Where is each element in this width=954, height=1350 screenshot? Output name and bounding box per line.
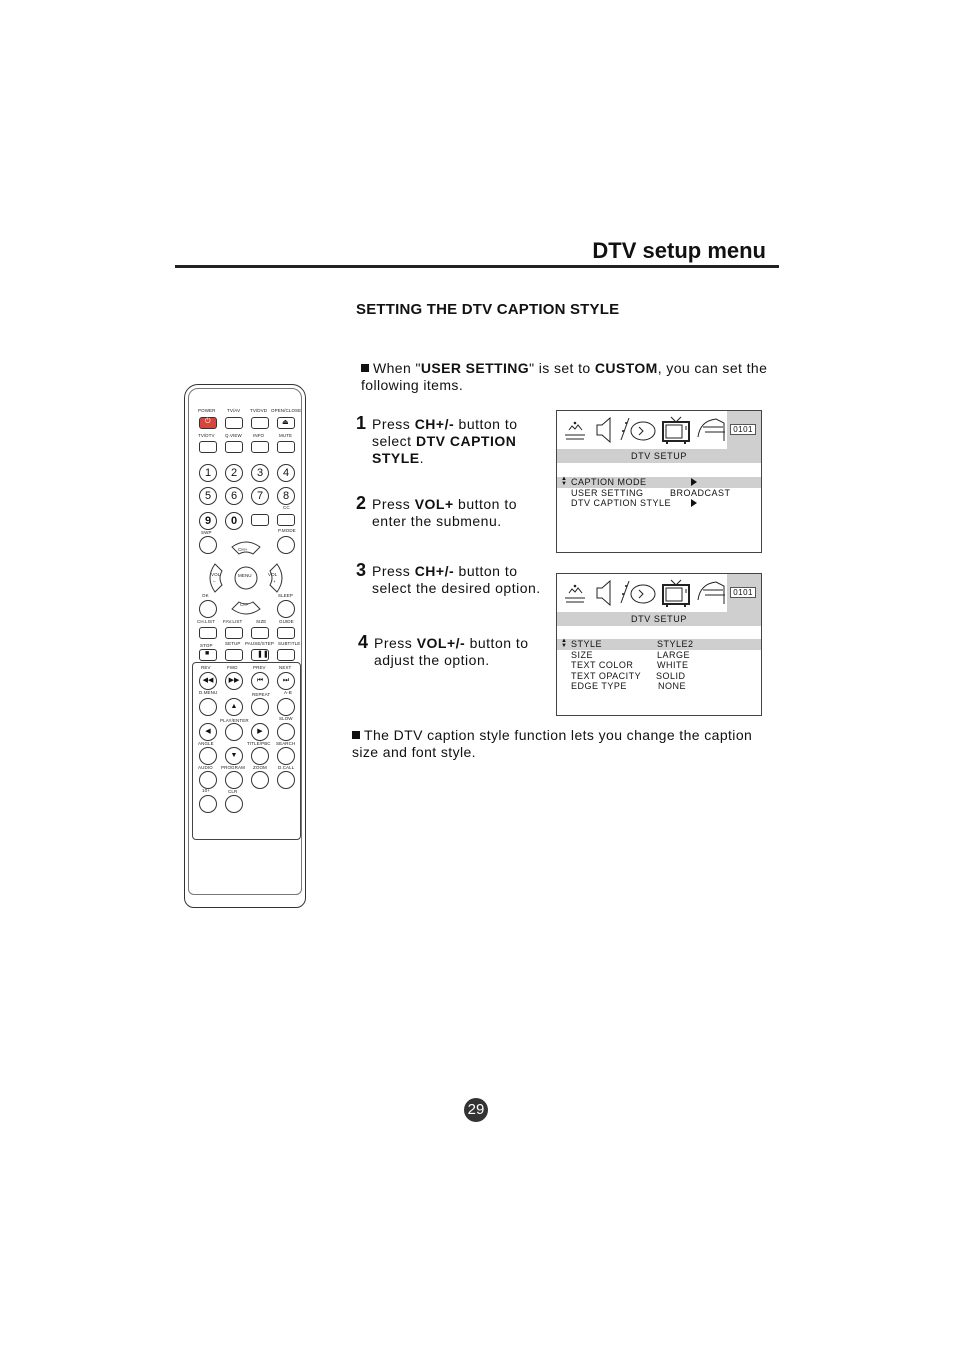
d-menu-button[interactable] <box>199 698 217 716</box>
osd-row-label: USER SETTING <box>571 487 644 498</box>
step-number: 3 <box>356 560 367 580</box>
search-button[interactable] <box>277 747 295 765</box>
mute-label: MUTE <box>279 433 293 438</box>
clr-label: CLR <box>228 789 238 794</box>
menu-label: MENU <box>238 573 252 578</box>
power-label: POWER <box>198 408 216 413</box>
title-pbc-button[interactable] <box>251 747 269 765</box>
fav-list-label: FAV.LIST <box>223 619 243 624</box>
step-3-text <box>372 563 554 597</box>
digit-4-button[interactable]: 4 <box>277 464 295 482</box>
note-text: The DTV caption style function lets you change the caption size and font style. <box>352 727 753 760</box>
stop-button[interactable] <box>199 649 217 661</box>
page-number: 29 <box>464 1098 488 1122</box>
tv-dvd-button[interactable] <box>251 417 269 429</box>
selected-tab-highlight <box>727 411 761 449</box>
up-down-arrow-icon: ▲ ▼ <box>561 638 568 649</box>
stop-label: STOP <box>200 643 213 648</box>
osd-row-label: SIZE <box>571 649 594 660</box>
dash-button[interactable] <box>251 514 269 526</box>
osd-row[interactable] <box>557 660 761 671</box>
digit-2-button[interactable]: 2 <box>225 464 243 482</box>
step-text: . <box>419 450 425 466</box>
step-number: 1 <box>356 413 367 433</box>
osd-row-value: WHITE <box>657 660 689 670</box>
step-number: 2 <box>356 493 367 513</box>
picture-icon <box>563 578 587 606</box>
digit-0-button[interactable]: 0 <box>225 512 243 530</box>
intro-paragraph <box>361 360 771 394</box>
step-key: VOL+/- <box>416 635 466 651</box>
step-key: DTV CAPTION STYLE <box>372 433 517 466</box>
pause-icon: ❚❚ <box>257 651 269 658</box>
repeat-label: REPEAT <box>252 692 271 697</box>
sleep-label: SLEEP <box>278 593 294 598</box>
step-key: VOL+ <box>414 496 454 512</box>
osd-row-label: STYLE <box>571 639 603 649</box>
picture-icon <box>563 415 587 443</box>
step-text: Press <box>372 496 415 512</box>
q-view-button[interactable] <box>225 441 243 453</box>
intro-text-2: " is set to <box>529 360 595 376</box>
fav-list-button[interactable] <box>225 627 243 639</box>
osd-menu-list <box>557 639 761 692</box>
ch-list-button[interactable] <box>199 627 217 639</box>
tv-av-label: TV/AV <box>227 408 241 413</box>
zoom-label: ZOOM <box>253 765 267 770</box>
osd-title-bar: DTV SETUP <box>557 612 761 626</box>
intro-text-1: When " <box>373 360 421 376</box>
fwd-label: FWD <box>227 665 238 670</box>
bullet-icon <box>352 731 360 739</box>
pause-step-button[interactable] <box>251 649 269 661</box>
power-icon: ⏻ <box>205 418 211 425</box>
osd-row-label: TEXT OPACITY <box>571 670 642 681</box>
prev-label: PREV <box>253 665 266 670</box>
menu-code: 0101 <box>730 587 756 598</box>
cc-label: CC <box>283 505 290 510</box>
osd-row-label: EDGE TYPE <box>571 681 627 691</box>
tv-icon <box>661 576 691 608</box>
osd-row[interactable] <box>557 681 761 692</box>
swap-label: SWP <box>201 530 212 535</box>
eject-icon: ⏏ <box>282 419 289 426</box>
step-key: CH+/- <box>414 563 455 579</box>
speaker-icon <box>595 578 613 606</box>
step-text: button to select <box>372 416 518 449</box>
step-text: Press <box>372 416 415 432</box>
audio-label: AUDIO <box>198 765 213 770</box>
remote-control <box>184 384 306 908</box>
p-mode-label: P.MODE <box>278 528 296 533</box>
step-1-text <box>372 416 542 467</box>
dtv-setup-screen-2 <box>556 573 762 716</box>
a-b-label: A-B <box>284 690 292 695</box>
size-button[interactable] <box>251 627 269 639</box>
tv-dtv-button[interactable] <box>199 441 217 453</box>
ch-list-label: CH.LIST <box>197 619 215 624</box>
digit-6-button[interactable]: 6 <box>225 487 243 505</box>
osd-row-label: TEXT COLOR <box>571 660 634 670</box>
digit-9-button[interactable]: 9 <box>199 512 217 530</box>
next-button[interactable]: ⏭ <box>277 672 295 690</box>
step-key: CH+/- <box>414 416 455 432</box>
step-number: 4 <box>358 632 369 652</box>
ten-plus-label: 10+ <box>202 788 210 793</box>
bullet-icon <box>361 364 369 372</box>
d-call-button[interactable] <box>277 771 295 789</box>
ok-label: OK <box>202 593 209 598</box>
stop-icon: ■ <box>205 650 210 657</box>
menu-icon-row <box>557 411 761 449</box>
info-button[interactable] <box>251 441 269 453</box>
step-4-text <box>374 635 546 669</box>
osd-row-value: NONE <box>658 681 687 691</box>
right-arrow-icon <box>691 478 697 486</box>
d-menu-label: D.MENU <box>199 690 218 695</box>
osd-menu-list <box>557 477 761 509</box>
power-button[interactable] <box>199 417 217 429</box>
zoom-button[interactable] <box>251 771 269 789</box>
tv-dtv-label: TV/DTV <box>198 433 215 438</box>
tv-av-button[interactable] <box>225 417 243 429</box>
angle-label: ANGLE <box>198 741 214 746</box>
tv-icon <box>661 413 691 445</box>
osd-title-bar: DTV SETUP <box>557 449 761 463</box>
program-label: PROGRAM <box>221 765 245 770</box>
mute-button[interactable] <box>277 441 295 453</box>
slow-button[interactable] <box>277 723 295 741</box>
d-call-label: D.CALL <box>278 765 295 770</box>
section-heading: SETTING THE DTV CAPTION STYLE <box>356 301 620 318</box>
plus-label: + <box>273 579 276 584</box>
open-close-label: OPEN/CLOSE <box>271 408 302 413</box>
tv-dvd-label: TV/DVD <box>250 408 268 413</box>
digit-5-button[interactable]: 5 <box>199 487 217 505</box>
osd-row-selected[interactable] <box>557 477 761 488</box>
digit-3-button[interactable]: 3 <box>251 464 269 482</box>
right-button[interactable]: ▶ <box>251 723 269 741</box>
step-text: button to enter the submenu. <box>372 496 518 529</box>
ch-up-label: CH+ <box>238 547 248 552</box>
dtv-setup-screen-1 <box>556 410 762 553</box>
osd-row[interactable] <box>557 498 761 509</box>
play-enter-button[interactable] <box>225 723 243 741</box>
step-2-text <box>372 496 542 530</box>
digit-1-button[interactable]: 1 <box>199 464 217 482</box>
selected-tab-highlight <box>727 574 761 612</box>
step-text: button to adjust the option. <box>374 635 529 668</box>
sleep-button[interactable] <box>277 600 295 618</box>
ch-down-label: CH- <box>240 602 249 607</box>
guide-button[interactable] <box>277 627 295 639</box>
intro-bold-1: USER SETTING <box>420 360 530 376</box>
size-label: SIZE <box>256 619 267 624</box>
vol-down-label: VOL <box>211 572 221 577</box>
prev-button[interactable]: ⏮ <box>251 672 269 690</box>
setup-icon <box>695 578 727 606</box>
ok-button[interactable] <box>199 600 217 618</box>
up-down-arrow-icon: ▲ ▼ <box>561 476 568 487</box>
search-label: SEARCH <box>276 741 296 746</box>
right-arrow-icon <box>691 499 697 507</box>
subtitle-button[interactable] <box>277 649 295 661</box>
osd-row[interactable] <box>557 650 761 661</box>
program-button[interactable] <box>225 771 243 789</box>
ten-plus-button[interactable] <box>199 795 217 813</box>
fwd-button[interactable]: ▶▶ <box>225 672 243 690</box>
angle-button[interactable] <box>199 747 217 765</box>
pause-step-label: PAUSE/STEP <box>245 641 274 646</box>
osd-row-label: DTV CAPTION STYLE <box>571 498 672 508</box>
osd-row-value: STYLE2 <box>657 639 694 649</box>
digit-7-button[interactable]: 7 <box>251 487 269 505</box>
slow-label: SLOW <box>279 716 293 721</box>
osd-row-value: LARGE <box>657 649 691 660</box>
intro-bold-2: CUSTOM <box>594 360 658 376</box>
osd-row-value: BROADCAST <box>670 487 731 498</box>
setup-button[interactable] <box>225 649 243 661</box>
title-pbc-label: TITLE/PBC <box>247 741 271 746</box>
osd-row[interactable] <box>557 488 761 499</box>
menu-code: 0101 <box>730 424 756 435</box>
page-title: DTV setup menu <box>592 238 766 263</box>
clr-button[interactable] <box>225 795 243 813</box>
osd-row-selected[interactable] <box>557 639 761 650</box>
down-button[interactable]: ▼ <box>225 747 243 765</box>
open-close-button[interactable] <box>277 417 295 429</box>
minus-label: – <box>213 579 216 584</box>
osd-row-value: SOLID <box>656 670 686 681</box>
a-b-button[interactable] <box>277 698 295 716</box>
play-enter-label: PLAY/ENTER <box>220 718 249 723</box>
remote-face <box>188 388 302 895</box>
osd-row[interactable] <box>557 671 761 682</box>
title-rule <box>175 265 779 268</box>
guide-label: GUIDE <box>279 619 294 624</box>
speaker-icon <box>595 415 613 443</box>
step-text: Press <box>374 635 417 651</box>
clock-icon <box>629 578 657 606</box>
step-text: button to select the desired option. <box>372 563 541 596</box>
setup-label: SETUP <box>225 641 241 646</box>
subtitle-label: SUBTITLE <box>278 641 301 646</box>
note-paragraph <box>352 727 782 761</box>
vol-up-label: VOL <box>268 572 278 577</box>
q-view-label: Q.VIEW <box>225 433 242 438</box>
digit-8-button[interactable]: 8 <box>277 487 295 505</box>
info-label: INFO <box>253 433 265 438</box>
next-label: NEXT <box>279 665 292 670</box>
clock-icon <box>629 415 657 443</box>
audio-button[interactable] <box>199 771 217 789</box>
intro-text-3: , you can set the following items. <box>361 360 768 393</box>
setup-icon <box>695 415 727 443</box>
rev-label: REV <box>201 665 211 670</box>
left-button[interactable]: ◀ <box>199 723 217 741</box>
cc-button[interactable] <box>277 514 295 526</box>
repeat-button[interactable] <box>251 698 269 716</box>
step-text: Press <box>372 563 415 579</box>
osd-row-label: CAPTION MODE <box>571 477 647 487</box>
rev-button[interactable]: ◀◀ <box>199 672 217 690</box>
up-button[interactable]: ▲ <box>225 698 243 716</box>
menu-icon-row <box>557 574 761 612</box>
